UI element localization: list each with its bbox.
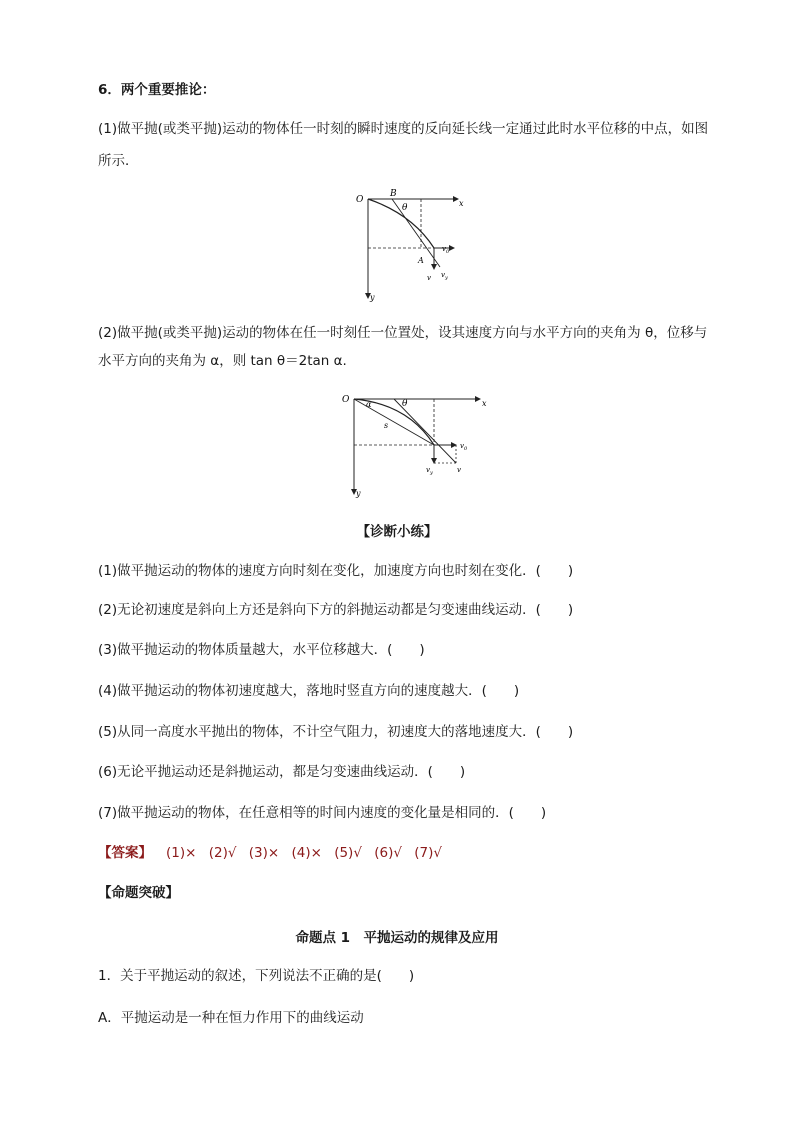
fig1-label-B: B (390, 189, 397, 199)
fig1-label-theta: θ (402, 203, 408, 213)
fig2-label-O: O (342, 395, 350, 405)
inference-1-line-2: 所示． (98, 153, 139, 169)
fig2-label-v: v (457, 466, 461, 474)
figure-angle-relation (340, 390, 490, 500)
fig1-label-y: y (370, 293, 375, 302)
fig2-label-alpha: α (366, 400, 372, 409)
question-4: (4)做平抛运动的物体初速度越大，落地时竖直方向的速度越大．( ) (98, 683, 520, 699)
fig1-label-v0: $v_0$ (442, 245, 450, 255)
question-stem: 1．关于平抛运动的叙述，下列说法不正确的是( ) (98, 968, 415, 984)
answer-line (98, 843, 442, 863)
inference-2-line-1: (2)做平抛(或类平抛)运动的物体在任一时刻任一位置处，设其速度方向与水平方向的夹角为 θ，位移与 (98, 325, 708, 341)
fig1-label-x: x (459, 199, 464, 208)
question-1: (1)做平抛运动的物体的速度方向时刻在变化，加速度方向也时刻在变化．( ) (98, 563, 574, 579)
fig2-label-y: y (356, 489, 361, 498)
inference-2-line-2: 水平方向的夹角为 α，则 tan θ＝2tan α. (98, 353, 347, 369)
fig2-label-v0: $v_0$ (460, 442, 468, 452)
section-title: 6．两个重要推论： (98, 82, 216, 98)
fig2-label-s: s (384, 421, 389, 430)
question-3: (3)做平抛运动的物体质量越大，水平位移越大．( ) (98, 642, 425, 658)
option-a: A．平抛运动是一种在恒力作用下的曲线运动 (98, 1010, 364, 1026)
question-5: (5)从同一高度水平抛出的物体，不计空气阻力，初速度大的落地速度大．( ) (98, 724, 574, 740)
practice-title: 【诊断小练】 (356, 524, 438, 540)
answer-items: (1)× (2)√ (3)× (4)× (5)√ (6)√ (7)√ (166, 845, 442, 861)
question-7: (7)做平抛运动的物体，在任意相等的时间内速度的变化量是相同的．( ) (98, 805, 547, 821)
inference-1-line-1: (1)做平抛(或类平抛)运动的物体任一时刻的瞬时速度的反向延长线一定通过此时水平位移的中点，如图 (98, 121, 709, 137)
fig2-label-vy: $v_y$ (426, 466, 433, 476)
breakthrough-title: 【命题突破】 (98, 885, 179, 901)
answer-label: 【答案】 (98, 845, 152, 861)
fig2-label-x: x (482, 399, 487, 408)
topic-title: 命题点 1 平抛运动的规律及应用 (295, 930, 499, 946)
figure-velocity-extension (350, 188, 470, 304)
question-2: (2)无论初速度是斜向上方还是斜向下方的斜抛运动都是匀变速曲线运动．( ) (98, 602, 574, 618)
fig2-label-theta: θ (402, 399, 408, 409)
question-6: (6)无论平抛运动还是斜抛运动，都是匀变速曲线运动．( ) (98, 764, 466, 780)
fig1-label-vy: $v_y$ (441, 271, 448, 281)
fig1-label-v: v (427, 274, 431, 282)
fig1-label-O: O (356, 195, 364, 205)
fig1-label-A: A (418, 256, 424, 265)
